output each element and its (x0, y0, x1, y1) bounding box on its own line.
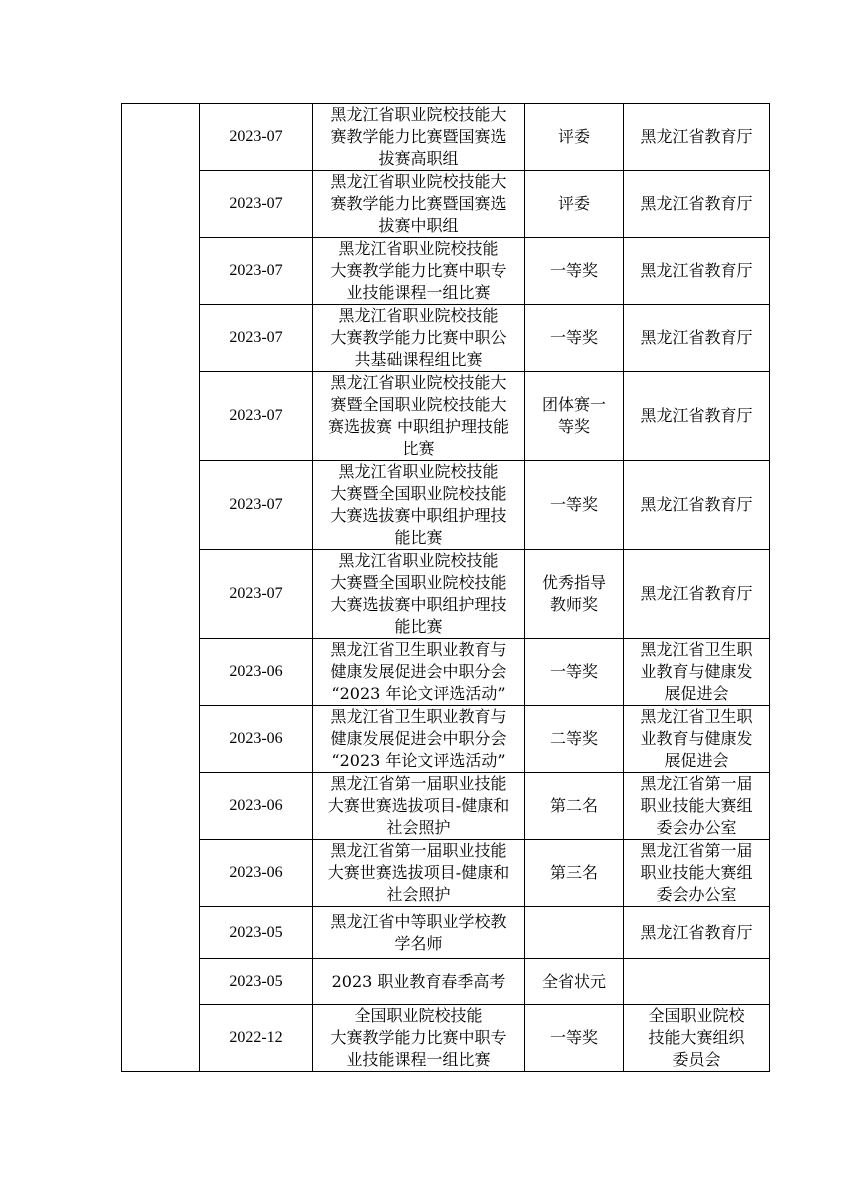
issuer-cell (624, 372, 770, 461)
award-cell-text: 一等奖 (549, 1028, 598, 1047)
issuer-cell (624, 639, 770, 706)
issuer-cell-text: 黑龙江省教育厅 (640, 261, 753, 280)
date-cell (200, 639, 313, 706)
merged-category-cell (122, 104, 200, 1072)
event-cell (313, 706, 525, 773)
event-cell-text: 黑龙江省职业院校技能大 赛教学能力比赛暨国赛选 拔赛高职组 (330, 105, 507, 168)
award-cell-text: 一等奖 (549, 495, 598, 514)
table-row (122, 907, 770, 959)
award-cell (525, 550, 624, 639)
table-row (122, 959, 770, 1005)
award-cell (525, 907, 624, 959)
table-row (122, 171, 770, 238)
award-cell-text: 优秀指导 教师奖 (541, 573, 606, 614)
date-cell (200, 104, 313, 171)
date-cell-text: 2023-07 (229, 262, 283, 279)
date-cell-text: 2023-07 (229, 407, 283, 424)
date-cell (200, 550, 313, 639)
date-cell-text: 2023-05 (229, 923, 283, 941)
date-cell (200, 907, 313, 959)
event-cell (313, 104, 525, 171)
issuer-cell-text: 黑龙江省教育厅 (640, 127, 753, 146)
award-cell-text: 全省状元 (541, 971, 606, 991)
date-cell-text: 2023-06 (229, 730, 283, 747)
issuer-cell (624, 840, 770, 907)
issuer-cell (624, 907, 770, 959)
date-cell-text: 2023-06 (229, 797, 283, 814)
event-cell (313, 1005, 525, 1072)
event-cell-text: 2023 职业教育春季高考 (331, 971, 506, 991)
issuer-cell-text: 全国职业院校 技能大赛组织 委员会 (648, 1006, 745, 1069)
event-cell (313, 639, 525, 706)
table-row (122, 706, 770, 773)
award-cell-text: 评委 (557, 127, 590, 146)
award-cell (525, 305, 624, 372)
award-cell-text: 团体赛一 等奖 (541, 395, 606, 436)
award-cell (525, 639, 624, 706)
award-cell (525, 461, 624, 550)
event-cell-text: 黑龙江省职业院校技能 大赛暨全国职业院校技能 大赛选拔赛中职组护理技 能比赛 (330, 462, 507, 547)
event-cell (313, 907, 525, 959)
award-cell (525, 840, 624, 907)
issuer-cell-text: 黑龙江省教育厅 (640, 406, 753, 425)
issuer-cell-text: 黑龙江省第一届 职业技能大赛组 委会办公室 (640, 841, 753, 904)
award-cell-text: 一等奖 (549, 662, 598, 681)
date-cell-text: 2023-07 (229, 585, 283, 602)
award-cell (525, 238, 624, 305)
date-cell-text: 2023-05 (229, 972, 283, 990)
award-cell (525, 959, 624, 1005)
issuer-cell (624, 1005, 770, 1072)
table-row (122, 461, 770, 550)
award-cell (525, 706, 624, 773)
table-row (122, 305, 770, 372)
date-cell (200, 305, 313, 372)
date-cell (200, 959, 313, 1005)
table-row (122, 238, 770, 305)
issuer-cell (624, 171, 770, 238)
award-cell-text: 二等奖 (549, 729, 598, 748)
date-cell-text: 2023-07 (229, 195, 283, 212)
award-cell (525, 171, 624, 238)
event-cell-text: 黑龙江省职业院校技能 大赛教学能力比赛中职公 共基础课程组比赛 (330, 306, 507, 369)
date-cell (200, 171, 313, 238)
issuer-cell (624, 550, 770, 639)
issuer-cell (624, 773, 770, 840)
event-cell-text: 黑龙江省第一届职业技能 大赛世赛选拔项目-健康和 社会照护 (327, 774, 510, 837)
date-cell (200, 238, 313, 305)
award-cell (525, 1005, 624, 1072)
date-cell (200, 461, 313, 550)
event-cell (313, 773, 525, 840)
table-row (122, 372, 770, 461)
date-cell (200, 1005, 313, 1072)
table-row (122, 840, 770, 907)
award-cell-text: 一等奖 (549, 328, 598, 347)
event-cell (313, 550, 525, 639)
event-cell-text: 黑龙江省职业院校技能大 赛教学能力比赛暨国赛选 拔赛中职组 (330, 172, 507, 235)
date-cell-text: 2023-06 (229, 663, 283, 680)
issuer-cell (624, 959, 770, 1005)
date-cell-text: 2023-07 (229, 329, 283, 346)
issuer-cell-text: 黑龙江省卫生职 业教育与健康发 展促进会 (640, 707, 753, 770)
awards-table-body (122, 104, 770, 1072)
event-cell (313, 840, 525, 907)
event-cell (313, 372, 525, 461)
event-cell-text: 全国职业院校技能 大赛教学能力比赛中职专 业技能课程一组比赛 (330, 1006, 507, 1069)
award-cell (525, 104, 624, 171)
event-cell (313, 461, 525, 550)
event-cell-text: 黑龙江省第一届职业技能 大赛世赛选拔项目-健康和 社会照护 (327, 841, 510, 904)
table-row (122, 639, 770, 706)
award-cell-text: 评委 (557, 194, 590, 213)
date-cell-text: 2022-12 (229, 1029, 283, 1046)
event-cell (313, 959, 525, 1005)
award-cell-text: 一等奖 (549, 261, 598, 280)
issuer-cell-text: 黑龙江省教育厅 (640, 922, 753, 942)
date-cell (200, 840, 313, 907)
issuer-cell-text: 黑龙江省教育厅 (640, 328, 753, 347)
issuer-cell-text: 黑龙江省卫生职 业教育与健康发 展促进会 (640, 640, 753, 703)
event-cell-text: 黑龙江省职业院校技能 大赛暨全国职业院校技能 大赛选拔赛中职组护理技 能比赛 (330, 551, 507, 636)
award-cell (525, 773, 624, 840)
issuer-cell-text: 黑龙江省第一届 职业技能大赛组 委会办公室 (640, 774, 753, 837)
award-cell-text: 第三名 (549, 863, 598, 882)
issuer-cell (624, 461, 770, 550)
event-cell-text: 黑龙江省卫生职业教育与 健康发展促进会中职分会 “2023 年论文评选活动” (330, 640, 507, 703)
awards-table (121, 103, 770, 1072)
date-cell-text: 2023-07 (229, 496, 283, 513)
table-row (122, 550, 770, 639)
issuer-cell (624, 238, 770, 305)
table-row (122, 104, 770, 171)
event-cell-text: 黑龙江省卫生职业教育与 健康发展促进会中职分会 “2023 年论文评选活动” (330, 707, 507, 770)
issuer-cell-text: 黑龙江省教育厅 (640, 584, 753, 603)
event-cell-text: 黑龙江省职业院校技能 大赛教学能力比赛中职专 业技能课程一组比赛 (330, 239, 507, 302)
issuer-cell (624, 305, 770, 372)
table-row (122, 773, 770, 840)
issuer-cell (624, 706, 770, 773)
award-cell-text: 第二名 (549, 796, 598, 815)
event-cell (313, 305, 525, 372)
date-cell (200, 706, 313, 773)
event-cell-text: 黑龙江省职业院校技能大 赛暨全国职业院校技能大 赛选拔赛 中职组护理技能 比赛 (327, 373, 510, 458)
issuer-cell-text: 黑龙江省教育厅 (640, 495, 753, 514)
table-row (122, 1005, 770, 1072)
date-cell-text: 2023-06 (229, 864, 283, 881)
award-cell (525, 372, 624, 461)
date-cell (200, 372, 313, 461)
issuer-cell-text: 黑龙江省教育厅 (640, 194, 753, 213)
date-cell (200, 773, 313, 840)
date-cell-text: 2023-07 (229, 128, 283, 145)
event-cell (313, 238, 525, 305)
event-cell-text: 黑龙江省中等职业学校教 学名师 (330, 911, 507, 953)
event-cell (313, 171, 525, 238)
issuer-cell (624, 104, 770, 171)
